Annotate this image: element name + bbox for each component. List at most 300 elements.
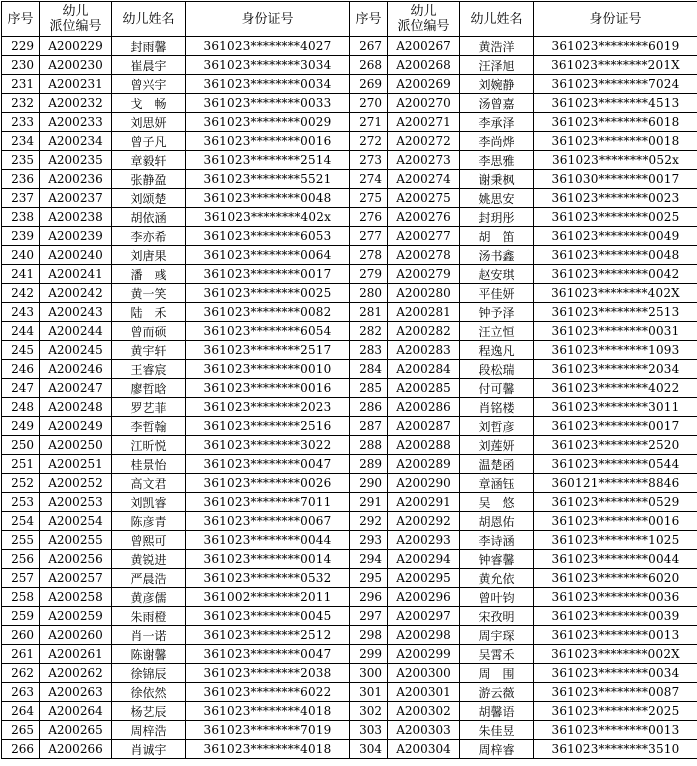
- code-cell: A200300: [388, 664, 460, 683]
- name-cell: 肖一诺: [112, 626, 186, 645]
- seq-cell: 303: [350, 721, 388, 740]
- seq-cell: 252: [2, 474, 40, 493]
- seq-cell: 250: [2, 436, 40, 455]
- id-cell: 361023********0045: [186, 607, 350, 626]
- code-cell: A200241: [40, 265, 112, 284]
- id-cell: 361023********0544: [534, 455, 697, 474]
- id-cell: 361023********402x: [186, 208, 350, 227]
- name-cell: 刘莲妍: [460, 436, 534, 455]
- code-cell: A200251: [40, 455, 112, 474]
- code-cell: A200299: [388, 645, 460, 664]
- header-code: [40, 2, 112, 37]
- seq-cell: 300: [350, 664, 388, 683]
- seq-cell: 245: [2, 341, 40, 360]
- name-cell: 胡恩佑: [460, 512, 534, 531]
- name-cell: 温楚函: [460, 455, 534, 474]
- seq-cell: 282: [350, 322, 388, 341]
- seq-cell: 261: [2, 645, 40, 664]
- name-cell: 游云薇: [460, 683, 534, 702]
- table-row: [2, 474, 697, 493]
- code-cell: A200298: [388, 626, 460, 645]
- seq-cell: 293: [350, 531, 388, 550]
- code-cell: A200288: [388, 436, 460, 455]
- seq-cell: 240: [2, 246, 40, 265]
- code-cell: A200266: [40, 740, 112, 759]
- name-cell: 周 围: [460, 664, 534, 683]
- name-cell: 刘婉静: [460, 75, 534, 94]
- seq-cell: 284: [350, 360, 388, 379]
- table-row: [2, 265, 697, 284]
- code-cell: A200292: [388, 512, 460, 531]
- seq-cell: 253: [2, 493, 40, 512]
- seq-cell: 304: [350, 740, 388, 759]
- table-row: [2, 664, 697, 683]
- code-cell: A200279: [388, 265, 460, 284]
- name-cell: 吴 悠: [460, 493, 534, 512]
- name-cell: 宋孜明: [460, 607, 534, 626]
- name-cell: 汤书鑫: [460, 246, 534, 265]
- id-cell: 361023********0013: [534, 721, 697, 740]
- code-cell: A200244: [40, 322, 112, 341]
- id-cell: 361023********6054: [186, 322, 350, 341]
- seq-cell: 251: [2, 455, 40, 474]
- id-cell: 361023********1093: [534, 341, 697, 360]
- id-cell: 361023********0023: [534, 189, 697, 208]
- name-cell: 汪泽旭: [460, 56, 534, 75]
- name-cell: 胡依涵: [112, 208, 186, 227]
- id-cell: 361023********7011: [186, 493, 350, 512]
- seq-cell: 258: [2, 588, 40, 607]
- code-cell: A200240: [40, 246, 112, 265]
- header-code: [388, 2, 460, 37]
- id-cell: 361023********0013: [534, 626, 697, 645]
- id-cell: 361023********2023: [186, 398, 350, 417]
- seq-cell: 233: [2, 113, 40, 132]
- id-cell: 361023********4018: [186, 702, 350, 721]
- seq-cell: 297: [350, 607, 388, 626]
- seq-cell: 302: [350, 702, 388, 721]
- code-cell: A200252: [40, 474, 112, 493]
- name-cell: 崔晨宇: [112, 56, 186, 75]
- name-cell: 刘颂楚: [112, 189, 186, 208]
- table-row: [2, 303, 697, 322]
- name-cell: 周宇琛: [460, 626, 534, 645]
- code-cell: A200262: [40, 664, 112, 683]
- name-cell: 钟睿馨: [460, 550, 534, 569]
- seq-cell: 294: [350, 550, 388, 569]
- code-cell: A200272: [388, 132, 460, 151]
- name-cell: 封玥彤: [460, 208, 534, 227]
- id-cell: 361023********0010: [186, 360, 350, 379]
- code-cell: A200238: [40, 208, 112, 227]
- code-cell: A200235: [40, 151, 112, 170]
- id-cell: 361023********0034: [186, 75, 350, 94]
- seq-cell: 285: [350, 379, 388, 398]
- code-cell: A200264: [40, 702, 112, 721]
- code-cell: A200289: [388, 455, 460, 474]
- seq-cell: 279: [350, 265, 388, 284]
- header-id: 身份证号: [534, 2, 697, 37]
- code-cell: A200271: [388, 113, 460, 132]
- code-cell: A200230: [40, 56, 112, 75]
- name-cell: 李亦希: [112, 227, 186, 246]
- code-cell: A200249: [40, 417, 112, 436]
- id-cell: 361023********2514: [186, 151, 350, 170]
- code-cell: A200274: [388, 170, 460, 189]
- code-cell: A200268: [388, 56, 460, 75]
- code-cell: A200303: [388, 721, 460, 740]
- table-row: [2, 721, 697, 740]
- header-seq: 序号: [2, 2, 40, 37]
- id-cell: 361023********0049: [534, 227, 697, 246]
- name-cell: 黄锐进: [112, 550, 186, 569]
- code-cell: A200297: [388, 607, 460, 626]
- id-cell: 361023********0048: [534, 246, 697, 265]
- name-cell: 黄浩洋: [460, 37, 534, 56]
- seq-cell: 254: [2, 512, 40, 531]
- table-row: [2, 740, 697, 759]
- table-row: [2, 588, 697, 607]
- seq-cell: 232: [2, 94, 40, 113]
- seq-cell: 298: [350, 626, 388, 645]
- name-cell: 谢秉枫: [460, 170, 534, 189]
- id-cell: 361023********0064: [186, 246, 350, 265]
- seq-cell: 259: [2, 607, 40, 626]
- name-cell: 曾子凡: [112, 132, 186, 151]
- name-cell: 刘唐果: [112, 246, 186, 265]
- code-cell: A200287: [388, 417, 460, 436]
- seq-cell: 243: [2, 303, 40, 322]
- code-cell: A200293: [388, 531, 460, 550]
- table-row: [2, 113, 697, 132]
- code-cell: A200273: [388, 151, 460, 170]
- seq-cell: 301: [350, 683, 388, 702]
- seq-cell: 269: [350, 75, 388, 94]
- name-cell: 江昕悦: [112, 436, 186, 455]
- id-cell: 361030********0017: [534, 170, 697, 189]
- table-row: [2, 626, 697, 645]
- seq-cell: 270: [350, 94, 388, 113]
- seq-cell: 242: [2, 284, 40, 303]
- id-cell: 361023********7019: [186, 721, 350, 740]
- table-row: [2, 702, 697, 721]
- id-cell: 361023********3022: [186, 436, 350, 455]
- table-row: [2, 227, 697, 246]
- seq-cell: 263: [2, 683, 40, 702]
- header-seq: 序号: [350, 2, 388, 37]
- id-cell: 361023********052x: [534, 151, 697, 170]
- seq-cell: 246: [2, 360, 40, 379]
- id-cell: 361023********0016: [186, 132, 350, 151]
- name-cell: 肖诚宇: [112, 740, 186, 759]
- table-row: [2, 379, 697, 398]
- name-cell: 钟予泽: [460, 303, 534, 322]
- code-cell: A200281: [388, 303, 460, 322]
- code-cell: A200256: [40, 550, 112, 569]
- name-cell: 张静盈: [112, 170, 186, 189]
- code-cell: A200302: [388, 702, 460, 721]
- id-cell: 361023********2517: [186, 341, 350, 360]
- name-cell: 汪立恒: [460, 322, 534, 341]
- header-name: 幼儿姓名: [460, 2, 534, 37]
- code-cell: A200291: [388, 493, 460, 512]
- name-cell: 廖哲晗: [112, 379, 186, 398]
- seq-cell: 264: [2, 702, 40, 721]
- code-cell: A200245: [40, 341, 112, 360]
- id-cell: 361023********0047: [186, 455, 350, 474]
- seq-cell: 276: [350, 208, 388, 227]
- id-cell: 361023********0087: [534, 683, 697, 702]
- code-cell: A200232: [40, 94, 112, 113]
- table-row: [2, 170, 697, 189]
- id-cell: 361023********0014: [186, 550, 350, 569]
- seq-cell: 236: [2, 170, 40, 189]
- name-cell: 刘凯睿: [112, 493, 186, 512]
- code-cell: A200254: [40, 512, 112, 531]
- id-cell: 361023********2038: [186, 664, 350, 683]
- header-code-line2: 派位编号: [388, 19, 459, 34]
- id-cell: 361023********0047: [186, 645, 350, 664]
- id-cell: 361023********0026: [186, 474, 350, 493]
- seq-cell: 234: [2, 132, 40, 151]
- id-cell: 361023********2025: [534, 702, 697, 721]
- code-cell: A200247: [40, 379, 112, 398]
- seq-cell: 239: [2, 227, 40, 246]
- seq-cell: 291: [350, 493, 388, 512]
- id-cell: 361023********0016: [534, 512, 697, 531]
- name-cell: 杨艺辰: [112, 702, 186, 721]
- id-cell: 361023********0039: [534, 607, 697, 626]
- name-cell: 罗艺菲: [112, 398, 186, 417]
- seq-cell: 256: [2, 550, 40, 569]
- name-cell: 姚思安: [460, 189, 534, 208]
- code-cell: A200301: [388, 683, 460, 702]
- header-code-line2: 派位编号: [40, 19, 111, 34]
- table-row: [2, 417, 697, 436]
- code-cell: A200239: [40, 227, 112, 246]
- seq-cell: 275: [350, 189, 388, 208]
- name-cell: 黄允依: [460, 569, 534, 588]
- code-cell: A200248: [40, 398, 112, 417]
- code-cell: A200290: [388, 474, 460, 493]
- id-cell: 361023********1025: [534, 531, 697, 550]
- seq-cell: 296: [350, 588, 388, 607]
- id-cell: 361023********2516: [186, 417, 350, 436]
- id-cell: 361023********2034: [534, 360, 697, 379]
- id-cell: 361023********3011: [534, 398, 697, 417]
- table-row: [2, 398, 697, 417]
- code-cell: A200270: [388, 94, 460, 113]
- seq-cell: 299: [350, 645, 388, 664]
- code-cell: A200259: [40, 607, 112, 626]
- code-cell: A200261: [40, 645, 112, 664]
- id-cell: 360121********8846: [534, 474, 697, 493]
- id-cell: 361023********2520: [534, 436, 697, 455]
- name-cell: 戈 畅: [112, 94, 186, 113]
- id-cell: 361023********2512: [186, 626, 350, 645]
- table-row: [2, 132, 697, 151]
- id-cell: 361023********6018: [534, 113, 697, 132]
- table-body: [2, 37, 697, 759]
- name-cell: 李尚烨: [460, 132, 534, 151]
- table-row: [2, 550, 697, 569]
- name-cell: 曾兴宇: [112, 75, 186, 94]
- name-cell: 章涵钰: [460, 474, 534, 493]
- seq-cell: 249: [2, 417, 40, 436]
- table-row: [2, 455, 697, 474]
- table-row: [2, 75, 697, 94]
- table-row: [2, 512, 697, 531]
- code-cell: A200276: [388, 208, 460, 227]
- table-row: [2, 94, 697, 113]
- table-row: [2, 151, 697, 170]
- seq-cell: 257: [2, 569, 40, 588]
- code-cell: A200296: [388, 588, 460, 607]
- id-cell: 361023********4018: [186, 740, 350, 759]
- code-cell: A200280: [388, 284, 460, 303]
- seq-cell: 280: [350, 284, 388, 303]
- header-name: 幼儿姓名: [112, 2, 186, 37]
- code-cell: A200258: [40, 588, 112, 607]
- code-cell: A200242: [40, 284, 112, 303]
- seq-cell: 229: [2, 37, 40, 56]
- code-cell: A200233: [40, 113, 112, 132]
- name-cell: 徐依然: [112, 683, 186, 702]
- id-cell: 361023********2513: [534, 303, 697, 322]
- header-code-line1: 幼儿: [388, 4, 459, 19]
- code-cell: A200265: [40, 721, 112, 740]
- name-cell: 黄彦儒: [112, 588, 186, 607]
- table-row: [2, 493, 697, 512]
- seq-cell: 283: [350, 341, 388, 360]
- table-row: [2, 322, 697, 341]
- table-row: [2, 683, 697, 702]
- name-cell: 曾而硕: [112, 322, 186, 341]
- seq-cell: 274: [350, 170, 388, 189]
- seq-cell: 273: [350, 151, 388, 170]
- code-cell: A200237: [40, 189, 112, 208]
- seq-cell: 278: [350, 246, 388, 265]
- name-cell: 曾叶钧: [460, 588, 534, 607]
- id-cell: 361023********7024: [534, 75, 697, 94]
- name-cell: 肖铭楼: [460, 398, 534, 417]
- code-cell: A200286: [388, 398, 460, 417]
- name-cell: 高文君: [112, 474, 186, 493]
- name-cell: 桂景怡: [112, 455, 186, 474]
- seq-cell: 231: [2, 75, 40, 94]
- name-cell: 周梓浩: [112, 721, 186, 740]
- seq-cell: 237: [2, 189, 40, 208]
- id-cell: 361023********6019: [534, 37, 697, 56]
- code-cell: A200263: [40, 683, 112, 702]
- name-cell: 王睿宸: [112, 360, 186, 379]
- seq-cell: 266: [2, 740, 40, 759]
- table-row: [2, 56, 697, 75]
- name-cell: 封雨馨: [112, 37, 186, 56]
- code-cell: A200236: [40, 170, 112, 189]
- table-row: [2, 607, 697, 626]
- name-cell: 刘哲彦: [460, 417, 534, 436]
- id-cell: 361002********2011: [186, 588, 350, 607]
- id-cell: 361023********3510: [534, 740, 697, 759]
- seq-cell: 235: [2, 151, 40, 170]
- code-cell: A200246: [40, 360, 112, 379]
- id-cell: 361023********4022: [534, 379, 697, 398]
- name-cell: 胡 笛: [460, 227, 534, 246]
- seq-cell: 277: [350, 227, 388, 246]
- code-cell: A200255: [40, 531, 112, 550]
- seq-cell: 255: [2, 531, 40, 550]
- table-row: [2, 569, 697, 588]
- name-cell: 徐锦辰: [112, 664, 186, 683]
- id-cell: 361023********6053: [186, 227, 350, 246]
- table-row: [2, 189, 697, 208]
- seq-cell: 287: [350, 417, 388, 436]
- seq-cell: 260: [2, 626, 40, 645]
- table-row: [2, 284, 697, 303]
- id-cell: 361023********0025: [534, 208, 697, 227]
- id-cell: 361023********201X: [534, 56, 697, 75]
- code-cell: A200229: [40, 37, 112, 56]
- id-cell: 361023********0529: [534, 493, 697, 512]
- id-cell: 361023********002X: [534, 645, 697, 664]
- name-cell: 曾熙可: [112, 531, 186, 550]
- code-cell: A200282: [388, 322, 460, 341]
- code-cell: A200295: [388, 569, 460, 588]
- id-cell: 361023********0044: [186, 531, 350, 550]
- id-cell: 361023********0082: [186, 303, 350, 322]
- name-cell: 赵安琪: [460, 265, 534, 284]
- seq-cell: 295: [350, 569, 388, 588]
- id-cell: 361023********0044: [534, 550, 697, 569]
- id-cell: 361023********0025: [186, 284, 350, 303]
- code-cell: A200269: [388, 75, 460, 94]
- table-row: [2, 360, 697, 379]
- id-cell: 361023********0532: [186, 569, 350, 588]
- code-cell: A200294: [388, 550, 460, 569]
- header-id: 身份证号: [186, 2, 350, 37]
- seq-cell: 267: [350, 37, 388, 56]
- code-cell: A200250: [40, 436, 112, 455]
- table-row: [2, 341, 697, 360]
- code-cell: A200304: [388, 740, 460, 759]
- id-cell: 361023********0016: [186, 379, 350, 398]
- id-cell: 361023********0017: [186, 265, 350, 284]
- code-cell: A200275: [388, 189, 460, 208]
- seq-cell: 265: [2, 721, 40, 740]
- name-cell: 朱佳昱: [460, 721, 534, 740]
- name-cell: 朱雨橙: [112, 607, 186, 626]
- seq-cell: 271: [350, 113, 388, 132]
- name-cell: 胡馨语: [460, 702, 534, 721]
- id-cell: 361023********0018: [534, 132, 697, 151]
- id-cell: 361023********4027: [186, 37, 350, 56]
- seq-cell: 281: [350, 303, 388, 322]
- seq-cell: 290: [350, 474, 388, 493]
- id-cell: 361023********0042: [534, 265, 697, 284]
- table-row: [2, 436, 697, 455]
- name-cell: 平佳妍: [460, 284, 534, 303]
- seq-cell: 268: [350, 56, 388, 75]
- name-cell: 汤曾嘉: [460, 94, 534, 113]
- id-cell: 361023********3034: [186, 56, 350, 75]
- name-cell: 程逸凡: [460, 341, 534, 360]
- id-cell: 361023********0017: [534, 417, 697, 436]
- name-cell: 陈谢馨: [112, 645, 186, 664]
- seq-cell: 244: [2, 322, 40, 341]
- header-code-line1: 幼儿: [40, 4, 111, 19]
- id-cell: 361023********0036: [534, 588, 697, 607]
